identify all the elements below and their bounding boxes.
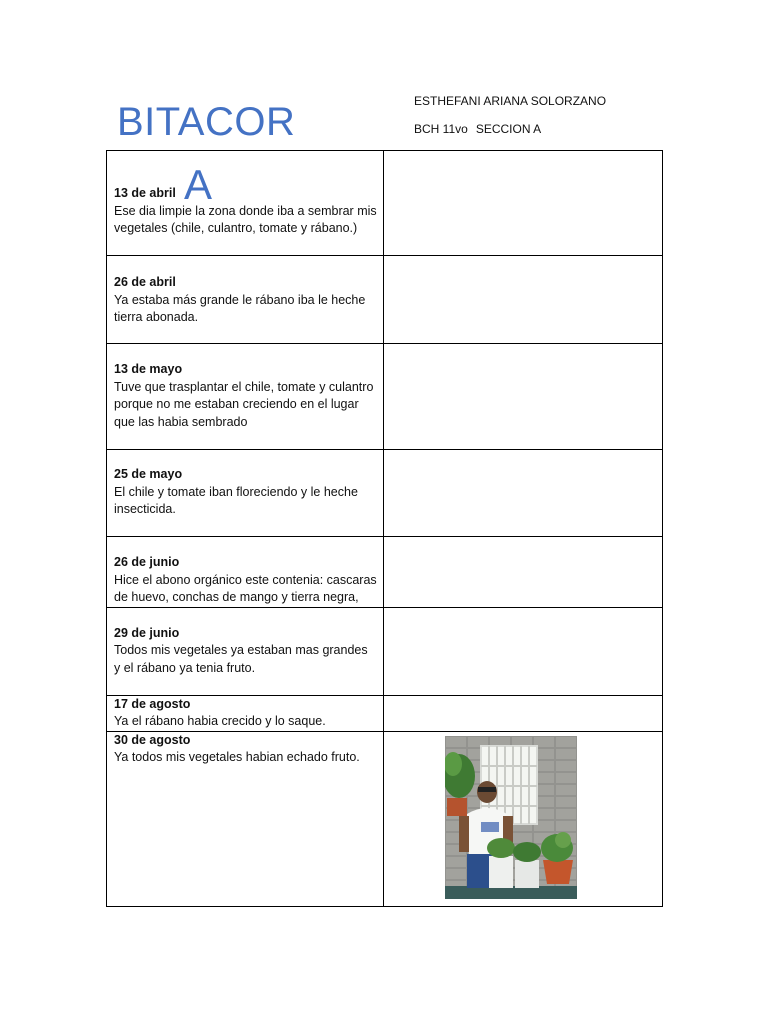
log-table [106, 150, 663, 907]
table-row [107, 344, 663, 450]
table-row [107, 256, 663, 344]
entry-date: 25 de mayo [114, 467, 183, 481]
table-row [107, 537, 663, 608]
photo-cell-empty [384, 695, 663, 731]
photo-cell-empty [384, 537, 663, 608]
entry-date: 30 de agosto [114, 732, 191, 747]
entry-date: 26 de junio [114, 555, 180, 569]
entry-date: 13 de mayo [114, 362, 183, 376]
photo-cell-empty [384, 344, 663, 450]
page-title: BITACOR [117, 100, 296, 144]
entry-text: Ya el rábano habia crecido y lo saque. [114, 714, 326, 728]
entry-cell [107, 607, 384, 695]
garden-photo [445, 736, 577, 899]
entry-cell [107, 695, 384, 731]
entry-text: El chile y tomate iban floreciendo y le heche insecticida. [114, 484, 358, 516]
section-label: SECCION A [475, 122, 542, 136]
photo-cell-empty [384, 151, 663, 256]
photo-cell-empty [384, 256, 663, 344]
entry-text: Ya estaba más grande le rábano iba le heche tierra abonada. [114, 292, 366, 324]
table-row [107, 695, 663, 731]
course-label: BCH 11vo [414, 122, 468, 136]
entry-cell [107, 151, 384, 256]
author-name: ESTHEFANI ARIANA SOLORZANO [414, 94, 607, 108]
entry-cell [107, 450, 384, 537]
entry-cell [107, 537, 384, 608]
entry-date: 13 de abril [114, 186, 176, 200]
table-row [107, 731, 663, 906]
photo-cell [384, 731, 663, 906]
title-suffix: A [184, 161, 213, 208]
photo-cell-empty [384, 450, 663, 537]
table-row [107, 450, 663, 537]
entry-date: 26 de abril [114, 275, 176, 289]
entry-text: Ese dia limpie la zona donde iba a sembrar mis vegetales (chile, culantro, tomate y rábano.) [114, 203, 377, 235]
entry-text: Hice el abono orgánico este contenia: cascaras de huevo, conchas de mango y tierra negra, [114, 572, 377, 604]
entry-cell [107, 344, 384, 450]
entry-text: Tuve que trasplantar el chile, tomate y culantro porque no me estaban creciendo en el lugar que las habia sembrado [114, 379, 374, 429]
photo-cell-empty [384, 607, 663, 695]
course-info [414, 122, 541, 136]
table-row [107, 607, 663, 695]
entry-cell [107, 731, 384, 906]
entry-cell [107, 256, 384, 344]
entry-text: Ya todos mis vegetales habian echado fruto. [114, 750, 360, 764]
entry-date: 29 de junio [114, 625, 180, 640]
entry-date: 17 de agosto [114, 696, 191, 711]
entry-text: Todos mis vegetales ya estaban mas grandes y el rábano ya tenia fruto. [114, 643, 368, 675]
